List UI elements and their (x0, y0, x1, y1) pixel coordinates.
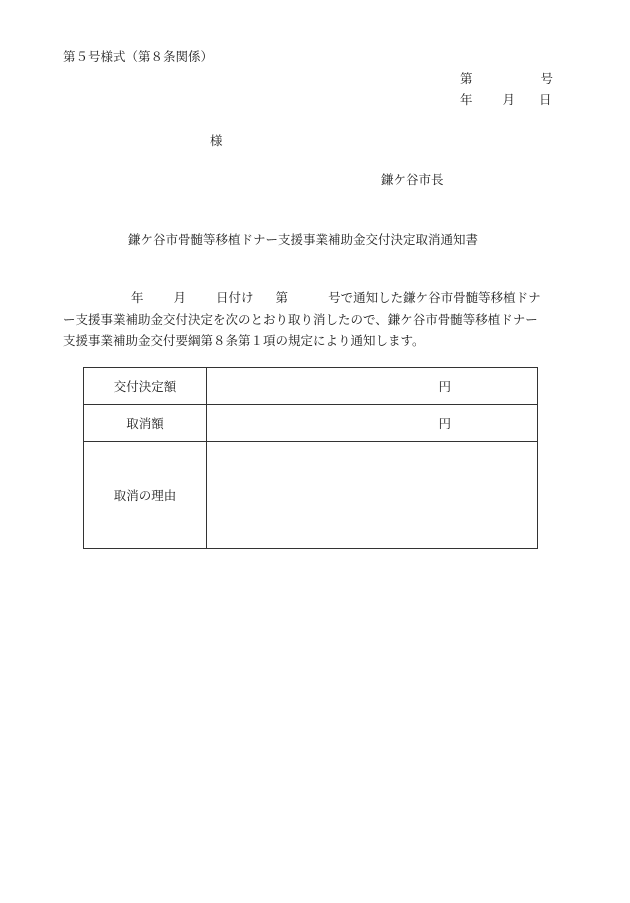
body-no-prefix: 第 (275, 290, 289, 305)
notice-body (63, 287, 583, 352)
body-day-ref: 日付け (216, 290, 254, 305)
cancel-reason-value (207, 442, 538, 549)
body-year: 年 (131, 290, 144, 305)
addressee-honorific: 様 (210, 133, 223, 148)
body-line-1-rest: 号で通知した鎌ケ谷市骨髄等移植ドナ (328, 290, 541, 305)
number-prefix: 第 (460, 71, 473, 86)
cancel-amount-value: 円 (207, 405, 538, 442)
body-line-2: ー支援事業補助金交付決定を次のとおり取り消したので、鎌ケ谷市骨髄等移植ドナー (63, 311, 538, 327)
table-row-cancel-reason (84, 442, 538, 549)
body-line-1 (63, 287, 583, 309)
table-row-grant-amount (84, 368, 538, 405)
date-month: 月 (502, 92, 516, 107)
grant-amount-value: 円 (207, 368, 538, 405)
body-line-3: 支援事業補助金交付要綱第８条第１項の規定により通知します。 (63, 333, 425, 348)
number-suffix: 号 (540, 71, 554, 86)
document-title: 鎌ケ谷市骨髄等移植ドナー支援事業補助金交付決定取消通知書 (128, 232, 479, 247)
date-year: 年 (460, 92, 473, 107)
table-row-cancel-amount (84, 405, 538, 442)
date-day: 日 (539, 92, 552, 107)
cancel-amount-label: 取消額 (84, 405, 207, 442)
sender-name: 鎌ケ谷市長 (381, 172, 444, 187)
document-date-line (460, 90, 552, 108)
cancellation-table (83, 367, 538, 549)
grant-amount-label: 交付決定額 (84, 368, 207, 405)
form-number-label: 第５号様式（第８条関係） (63, 49, 214, 64)
cancel-reason-label: 取消の理由 (84, 442, 207, 549)
body-month: 月 (173, 290, 187, 305)
document-number-line (460, 69, 553, 87)
